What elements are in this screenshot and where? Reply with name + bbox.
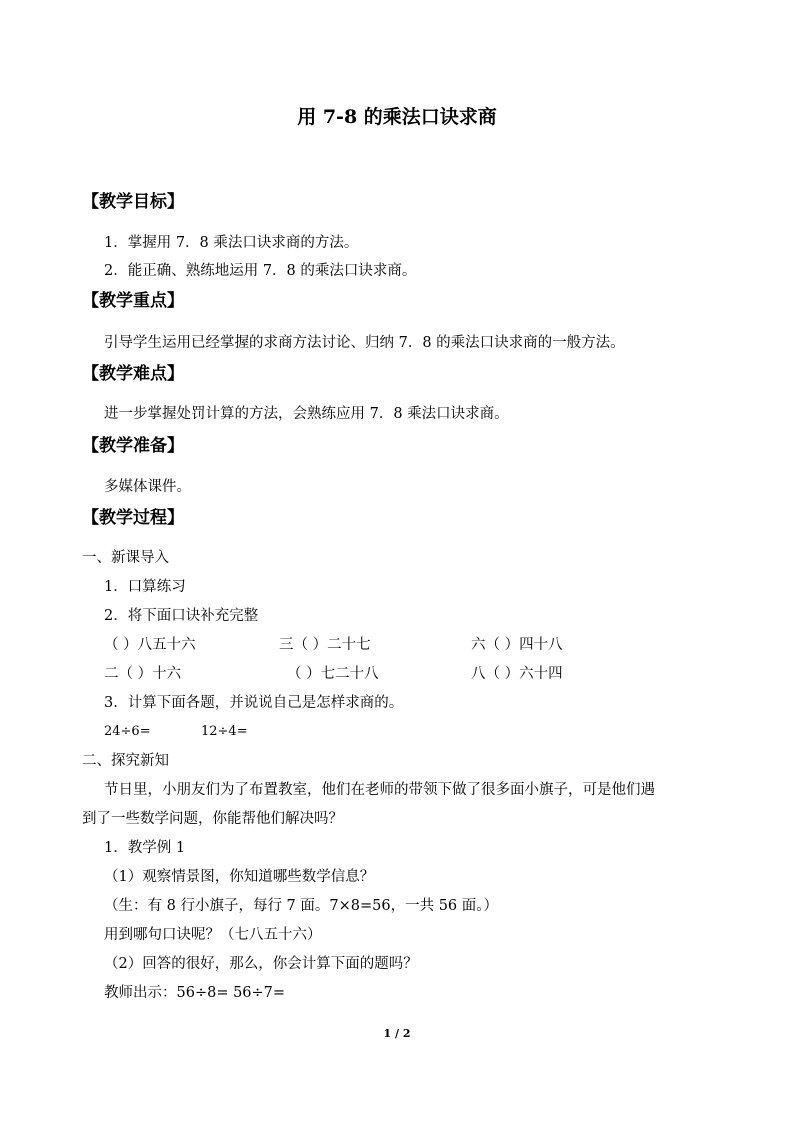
part2-intro-line2: 到了一些数学问题，你能帮他们解决吗？: [82, 811, 343, 827]
fill-row2-col2: （ ）七二十八: [287, 666, 379, 682]
fill-row1-col2: 三（ ）二十七: [279, 637, 371, 653]
part2-question-1b: 用到哪句口诀呢？（七八五十六）: [104, 927, 322, 943]
part2-question-2: （2）回答的很好，那么，你会计算下面的题吗？: [104, 956, 418, 972]
fill-row2-col1: 二（ ）十六: [104, 666, 182, 682]
part2-intro-line1: 节日里，小朋友们为了布置教室，他们在老师的带领下做了很多面小旗子，可是他们遇: [104, 782, 655, 798]
part1-heading: 一、新课导入: [82, 550, 169, 566]
part2-answer-1: （生：有 8 行小旗子，每行 7 面。7×8=56，一共 56 面。）: [104, 898, 499, 914]
part1-item-3: 3．计算下面各题，并说说自己是怎样求商的。: [104, 695, 404, 711]
page-number: 1 / 2: [383, 1027, 411, 1040]
heading-process: 【教学过程】: [82, 508, 184, 528]
fill-row2-col3: 八（ ）六十四: [471, 666, 563, 682]
objective-item-2: 2．能正确、熟练地运用 7．8 的乘法口诀求商。: [104, 263, 417, 279]
part1-item-1: 1．口算练习: [104, 579, 186, 595]
objective-item-1: 1．掌握用 7．8 乘法口诀求商的方法。: [104, 235, 359, 251]
part2-teacher-shows: 教师出示：56÷8= 56÷7=: [104, 985, 286, 1001]
calc-2: 12÷4=: [201, 724, 248, 739]
part1-item-2: 2．将下面口诀补充完整: [104, 608, 259, 624]
difficulties-text: 进一步掌握处罚计算的方法，会熟练应用 7．8 乘法口诀求商。: [104, 406, 509, 422]
document-title: 用 7-8 的乘法口诀求商: [297, 106, 497, 128]
keypoints-text: 引导学生运用已经掌握的求商方法讨论、归纳 7．8 的乘法口诀求商的一般方法。: [104, 335, 625, 351]
heading-objectives: 【教学目标】: [82, 192, 184, 212]
heading-keypoints: 【教学重点】: [82, 291, 184, 311]
part2-example: 1．教学例 1: [104, 840, 186, 856]
heading-preparation: 【教学准备】: [82, 436, 184, 456]
fill-row1-col1: （ ）八五十六: [104, 637, 196, 653]
preparation-text: 多媒体课件。: [104, 479, 191, 495]
calc-1: 24÷6=: [104, 724, 151, 739]
part2-question-1: （1）观察情景图，你知道哪些数学信息？: [104, 869, 375, 885]
heading-difficulties: 【教学难点】: [82, 364, 184, 384]
part2-heading: 二、探究新知: [82, 753, 169, 769]
fill-row1-col3: 六（ ）四十八: [471, 637, 563, 653]
